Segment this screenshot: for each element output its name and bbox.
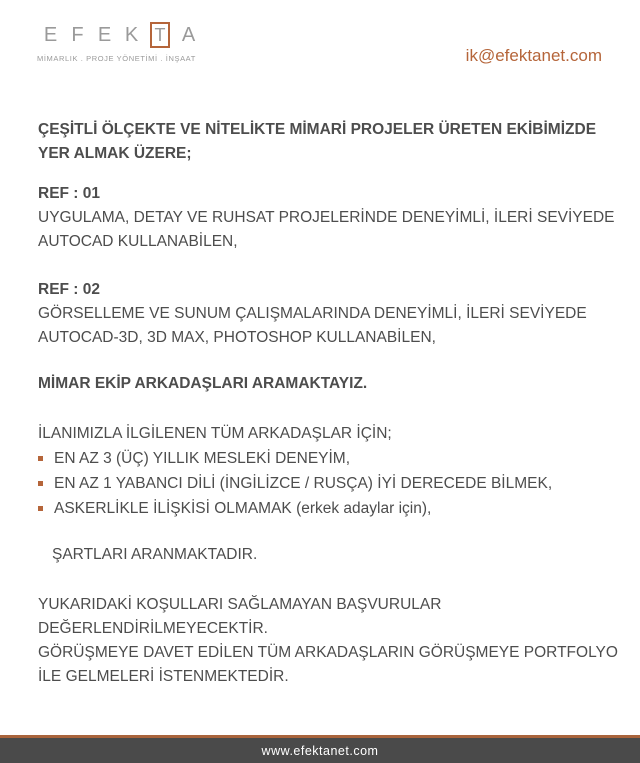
efekta-logo[interactable] <box>37 22 202 63</box>
conditions-line: ŞARTLARI ARANMAKTADIR. <box>52 546 258 563</box>
search-statement: MİMAR EKİP ARKADAŞLARI ARAMAKTAYIZ. <box>38 375 368 392</box>
logo-wordmark <box>37 22 202 48</box>
ref-text: UYGULAMA, DETAY VE RUHSAT PROJELERİNDE DENEYİMLİ, İLERİ SEVİYEDE AUTOCAD KULLANABİLEN, <box>38 209 615 250</box>
requirement-text: ASKERLİKLE İLİŞKİSİ OLMAMAK (erkek adaylar için), <box>54 500 432 517</box>
list-item <box>38 496 618 521</box>
job-posting <box>38 118 618 689</box>
bullet-icon <box>38 481 43 486</box>
bullet-icon <box>38 506 43 511</box>
logo-letter-boxed: T <box>150 22 170 48</box>
requirement-text: EN AZ 1 YABANCI DİLİ (İNGİLİZCE / RUSÇA) İYİ DERECEDE BİLMEK, <box>54 475 553 492</box>
ref-label: REF : 01 <box>38 185 101 202</box>
closing-note: GÖRÜŞMEYE DAVET EDİLEN TÜM ARKADAŞLARIN GÖRÜŞMEYE PORTFOLYO İLE GELMELERİ İSTENMEKTEDİR. <box>38 644 618 685</box>
requirements-intro: İLANIMIZLA İLGİLENEN TÜM ARKADAŞLAR İÇİN; <box>38 425 392 442</box>
logo-letter: F <box>71 23 84 46</box>
intro-heading: ÇEŞİTLİ ÖLÇEKTE VE NİTELİKTE MİMARİ PROJELER ÜRETEN EKİBİMİZDE YER ALMAK ÜZERE; <box>38 121 597 162</box>
ref-01 <box>38 182 618 254</box>
contact-email-link[interactable]: ik@efektanet.com <box>465 46 602 65</box>
logo-letter: E <box>97 23 112 46</box>
footer-bar <box>0 735 640 763</box>
list-item <box>38 446 618 471</box>
logo-letter: K <box>124 23 139 46</box>
logo-tagline: MİMARLIK . PROJE YÖNETİMİ . İNŞAAT <box>37 54 196 63</box>
header <box>0 0 640 110</box>
logo-letter: E <box>43 23 58 46</box>
requirements-list <box>38 446 618 521</box>
closing-note: YUKARIDAKİ KOŞULLARI SAĞLAMAYAN BAŞVURULAR DEĞERLENDİRİLMEYECEKTİR. <box>38 596 442 637</box>
ref-02 <box>38 278 618 350</box>
ref-text: GÖRSELLEME VE SUNUM ÇALIŞMALARINDA DENEYİMLİ, İLERİ SEVİYEDE AUTOCAD-3D, 3D MAX, PHOTOSHOP KULLANABİLEN, <box>38 305 587 346</box>
website-link[interactable]: www.efektanet.com <box>261 743 379 758</box>
logo-letter: A <box>181 23 196 46</box>
ref-label: REF : 02 <box>38 281 101 298</box>
requirement-text: EN AZ 3 (ÜÇ) YILLIK MESLEKİ DENEYİM, <box>54 450 351 467</box>
list-item <box>38 471 618 496</box>
bullet-icon <box>38 456 43 461</box>
